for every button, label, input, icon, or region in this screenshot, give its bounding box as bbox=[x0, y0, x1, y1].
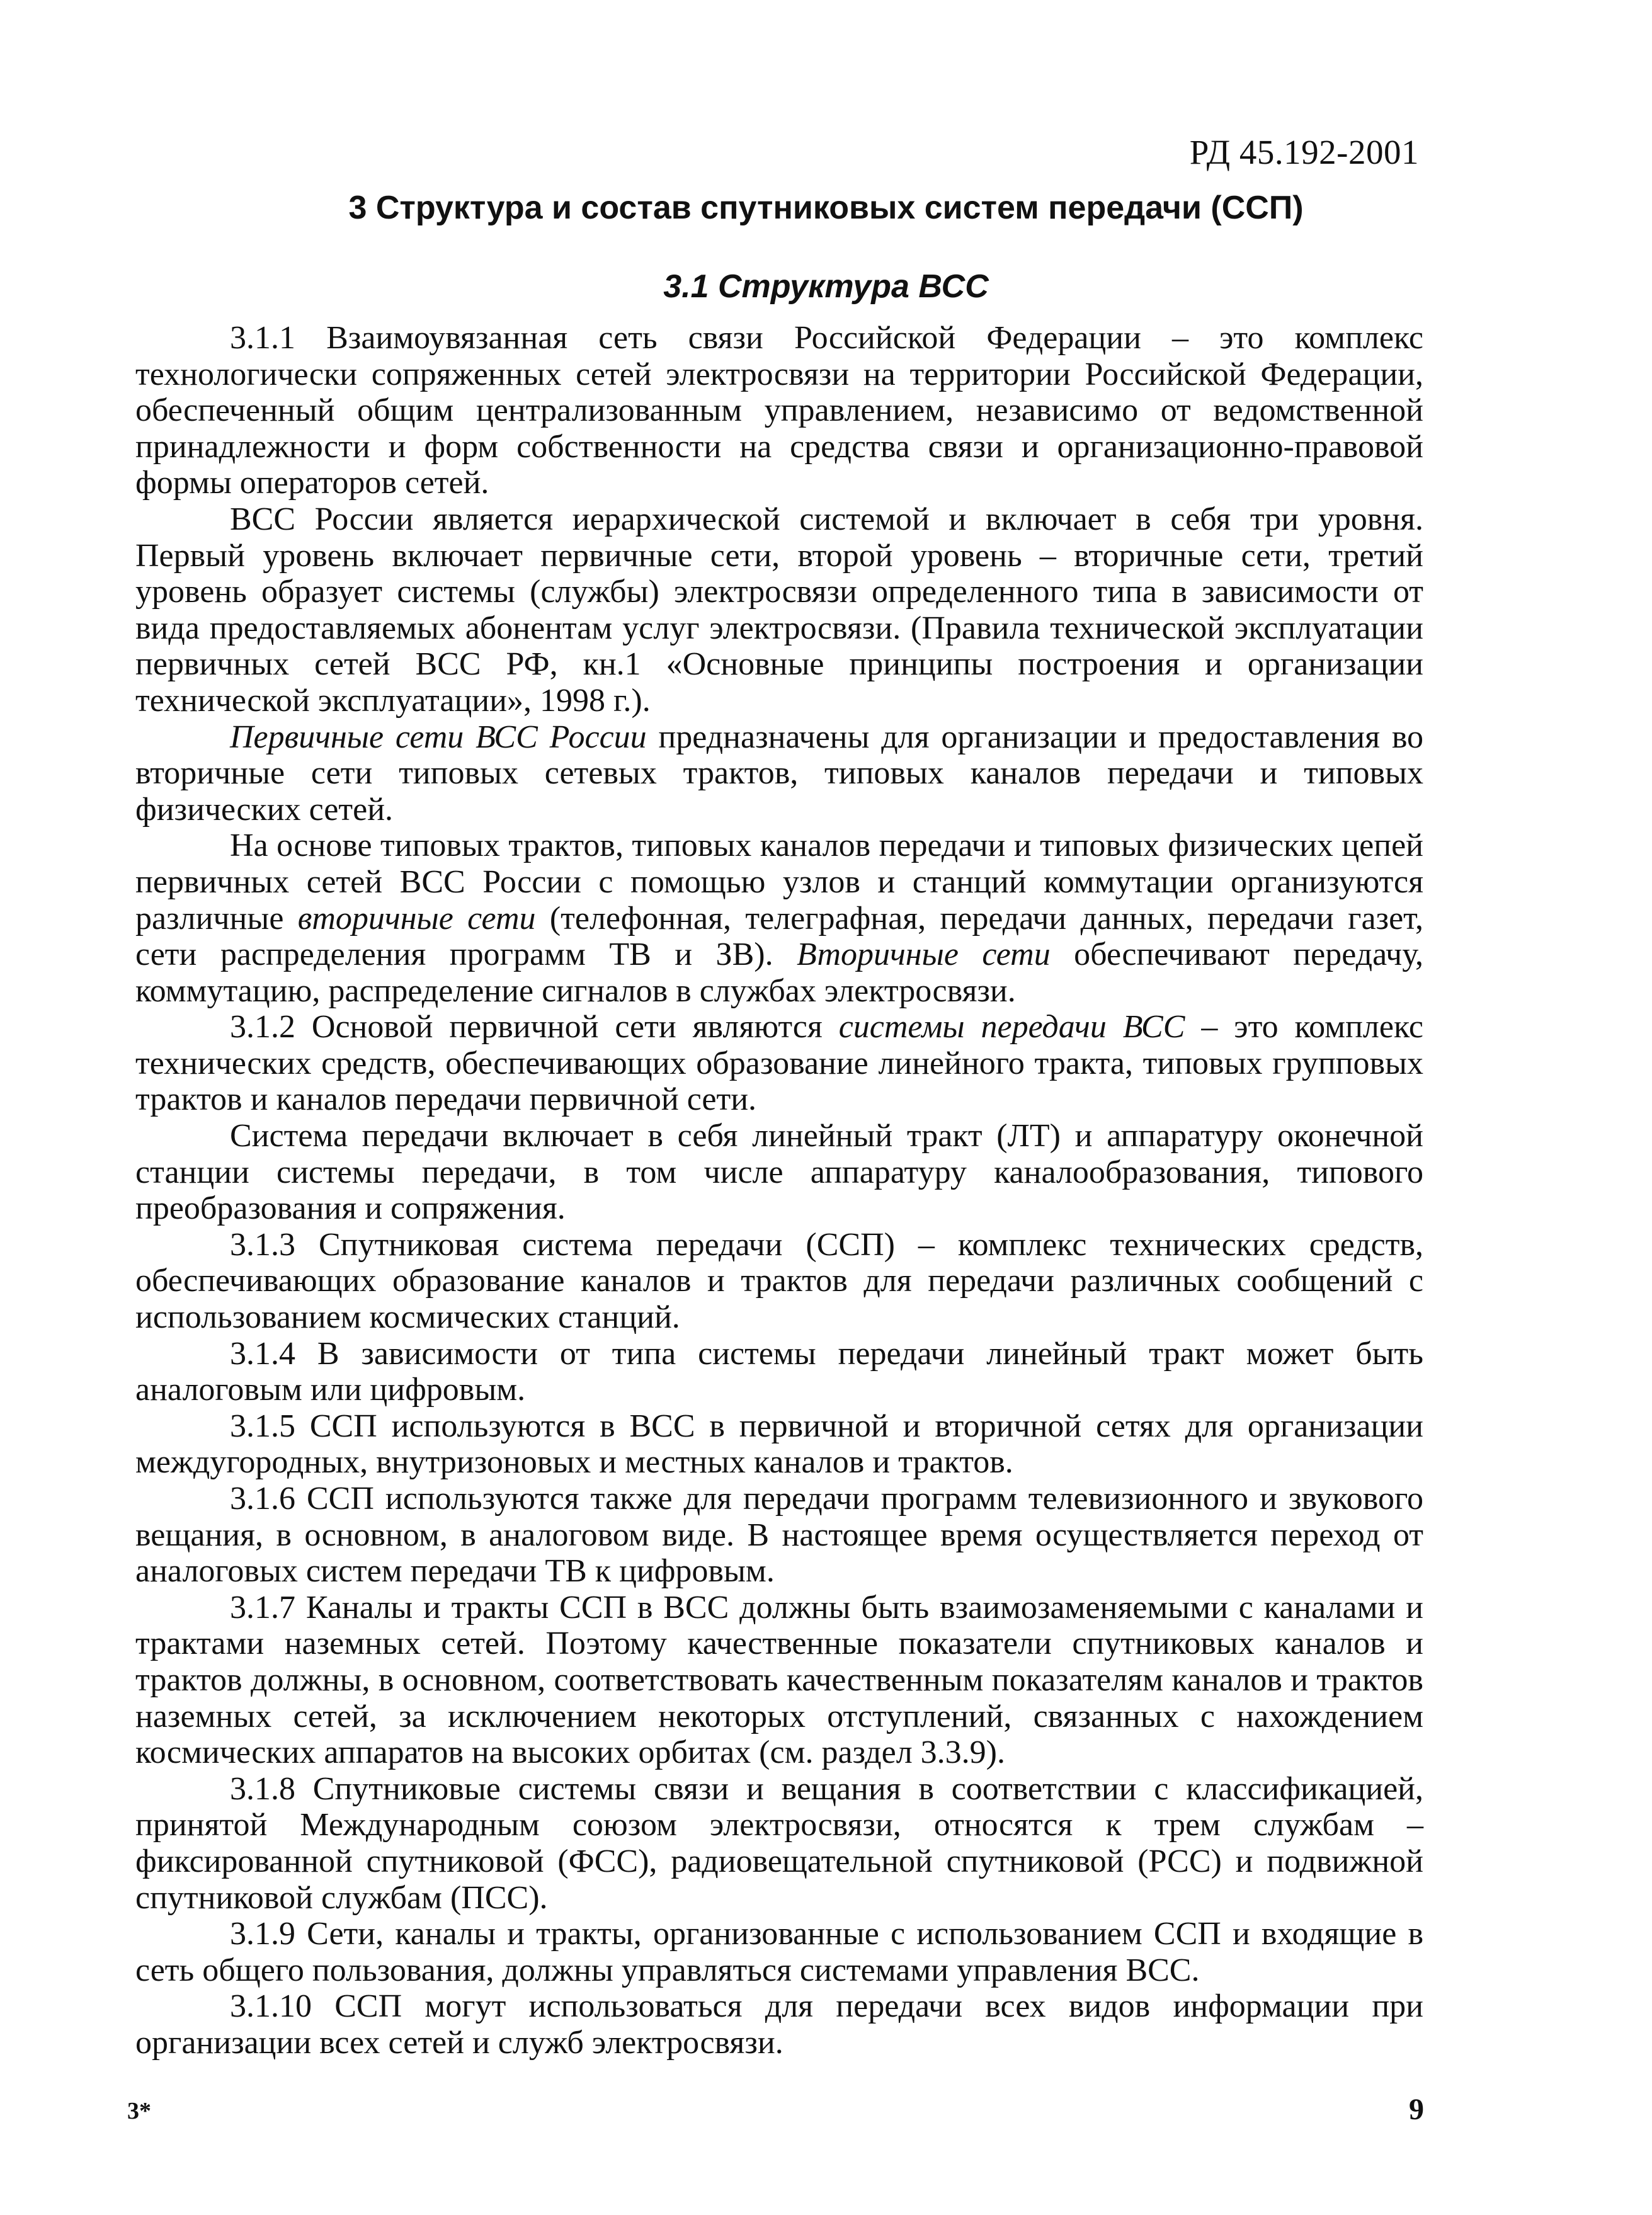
paragraph bbox=[135, 1009, 1423, 1118]
paragraph-text: (телефонная, телеграфная, передачи данных, передачи газет, сети распределения программ ТВ и ЗВ). bbox=[135, 900, 1423, 973]
paragraph-text: 3.1.8 Спутниковые системы связи и вещания в соответствии с классификацией, принятой Международным союзом электросвязи, относятся к трем службам – фиксированной спутниковой (ФСС), радиовещательной спутниковой (РСС) и подвижной спутниковой службам (ПСС). bbox=[135, 1770, 1423, 1916]
document-code: РД 45.192-2001 bbox=[1189, 133, 1419, 171]
subsection-title: 3.1 Структура ВСС bbox=[663, 268, 989, 305]
paragraph bbox=[135, 828, 1423, 1009]
paragraph-text: 3.1.9 Сети, каналы и тракты, организованные с использованием ССП и входящие в сеть общего пользования, должны управляться системами управления ВСС. bbox=[135, 1916, 1423, 1988]
paragraph-text: 3.1.10 ССП могут использоваться для передачи всех видов информации при организации всех сетей и служб электросвязи. bbox=[135, 1988, 1423, 2061]
section-title: 3 Структура и состав спутниковых систем передачи (ССП) bbox=[348, 190, 1304, 226]
paragraph bbox=[135, 719, 1423, 828]
paragraph bbox=[135, 1227, 1423, 1336]
paragraph-text: ВСС России является иерархической системой и включает в себя три уровня. Первый уровень включает первичные сети, второй уровень – вторичные сети, третий уровень образует системы (службы) электросвязи определенного типа в зависимости от вида предоставляемых абонентам услуг электросвязи. (Правила технической эксплуатации первичных сетей ВСС РФ, кн.1 «Основные принципы построения и организации технической эксплуатации», 1998 г.). bbox=[135, 501, 1423, 719]
paragraph-text: Система передачи включает в себя линейный тракт (ЛТ) и аппаратуру оконечной станции системы передачи, в том числе аппаратуру каналообразования, типового преобразования и сопряжения. bbox=[135, 1118, 1423, 1227]
page-number: 9 bbox=[1409, 2093, 1424, 2126]
paragraph-text: 3.1.2 Основой первичной сети являются bbox=[230, 1009, 839, 1045]
paragraph-text: 3.1.1 Взаимоувязанная сеть связи Российской Федерации – это комплекс технологически сопряженных сетей электросвязи на территории Российской Федерации, обеспеченный общим централизованным управлением, независимо от ведомственной принадлежности и форм собственности на средства связи и организационно-правовой формы операторов сетей. bbox=[135, 320, 1423, 501]
emphasized-term: Первичные сети ВСС России bbox=[230, 719, 647, 755]
paragraph-text: 3.1.4 В зависимости от типа системы передачи линейный тракт может быть аналоговым или цифровым. bbox=[135, 1335, 1423, 1408]
emphasized-term: Вторичные сети bbox=[797, 937, 1051, 973]
paragraph bbox=[135, 501, 1423, 719]
paragraph bbox=[135, 1408, 1423, 1481]
paragraph-text: 3.1.6 ССП используются также для передачи программ телевизионного и звукового вещания, в основном, в аналоговом виде. В настоящее время осуществляется переход от аналоговых систем передачи ТВ к цифровым. bbox=[135, 1481, 1423, 1590]
paragraph-text: обеспечивают передачу, коммутацию, распределение сигналов в службах электросвязи. bbox=[135, 937, 1424, 1009]
paragraph bbox=[135, 1590, 1423, 1771]
paragraph bbox=[135, 320, 1423, 501]
paragraph bbox=[135, 1481, 1423, 1590]
paragraph bbox=[135, 1118, 1423, 1227]
paragraph bbox=[135, 1988, 1423, 2061]
body-text bbox=[135, 320, 1423, 2061]
paragraph-text: 3.1.5 ССП используются в ВСС в первичной и вторичной сетях для организации междугородных, внутризоновых и местных каналов и трактов. bbox=[135, 1408, 1423, 1481]
paragraph-text: 3.1.3 Спутниковая система передачи (ССП) – комплекс технических средств, обеспечивающих образование каналов и трактов для передачи различных сообщений с использованием космических станций. bbox=[135, 1226, 1423, 1336]
paragraph bbox=[135, 1771, 1423, 1916]
signature-mark: 3* bbox=[127, 2098, 151, 2124]
paragraph-text: – это комплекс технических средств, обеспечивающих образование линейного тракта, типовых групповых трактов и каналов передачи первичной сети. bbox=[135, 1009, 1423, 1118]
emphasized-term: вторичные сети bbox=[297, 900, 536, 937]
paragraph-text: предназначены для организации и предоставления во вторичные сети типовых сетевых трактов, типовых каналов передачи и типовых физических сетей. bbox=[135, 719, 1424, 828]
paragraph-text: На основе типовых трактов, типовых каналов передачи и типовых физических цепей первичных сетей ВСС России с помощью узлов и станций коммутации организуются различные bbox=[135, 828, 1423, 937]
paragraph bbox=[135, 1336, 1423, 1408]
emphasized-term: системы передачи ВСС bbox=[838, 1009, 1185, 1045]
paragraph-text: 3.1.7 Каналы и тракты ССП в ВСС должны быть взаимозаменяемыми с каналами и трактами наземных сетей. Поэтому качественные показатели спутниковых каналов и трактов должны, в основном, соответствовать качественным показателям каналов и трактов наземных сетей, за исключением некоторых отступлений, связанных с нахождением космических аппаратов на высоких орбитах (см. раздел 3.3.9). bbox=[135, 1589, 1423, 1771]
paragraph bbox=[135, 1916, 1423, 1988]
